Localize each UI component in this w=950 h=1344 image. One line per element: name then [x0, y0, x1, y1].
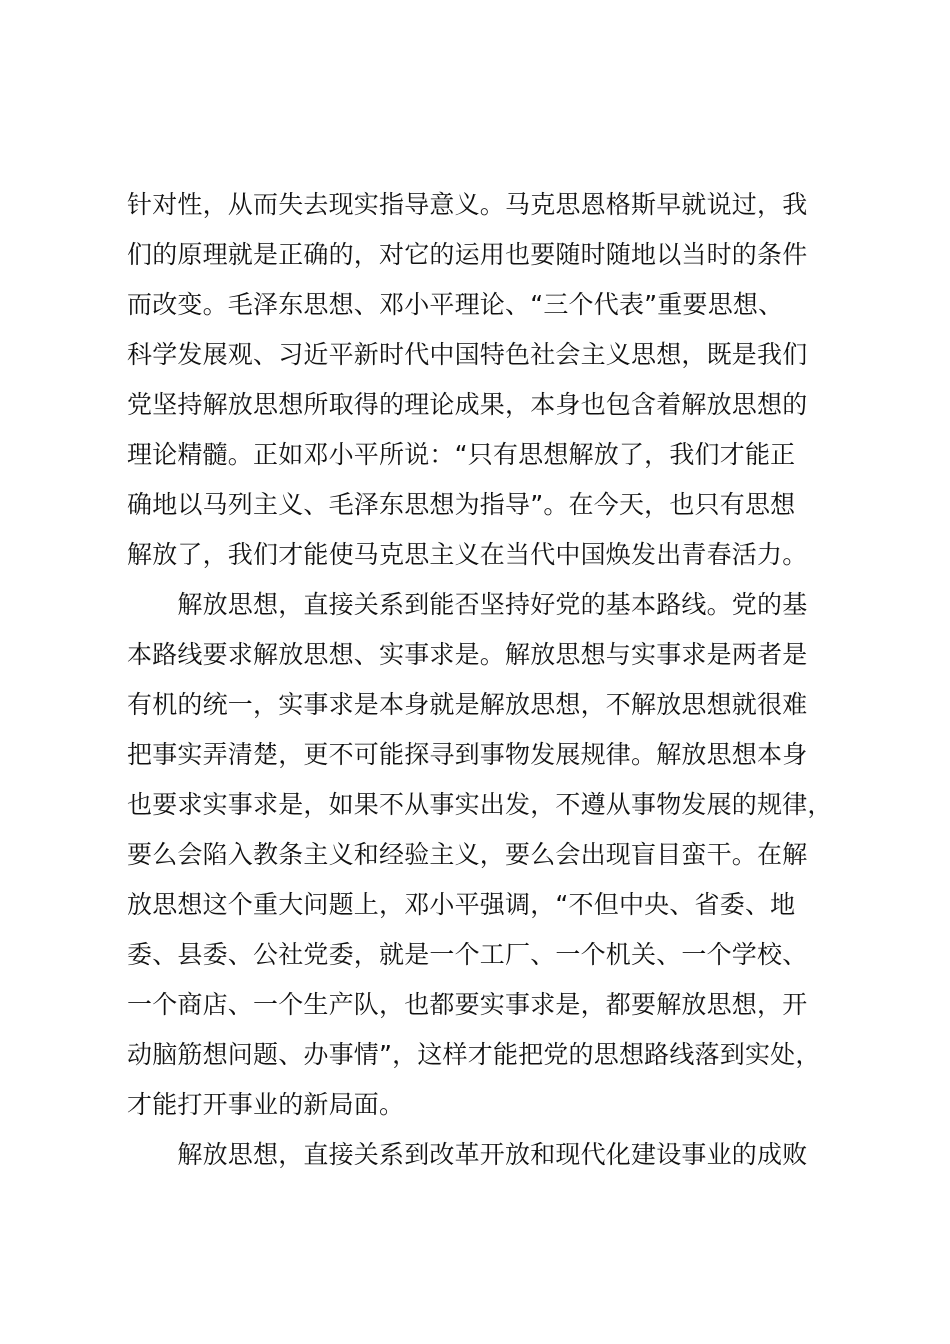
text-line: 党坚持解放思想所取得的理论成果，本身也包含着解放思想的: [127, 390, 808, 419]
text-line: 而改变。毛泽东思想、邓小平理论、“三个代表”重要思想、: [127, 290, 784, 319]
text-line: 一个商店、一个生产队，也都要实事求是，都要解放思想，开: [127, 990, 808, 1019]
text-line: 动脑筋想问题、办事情”，这样才能把党的思想路线落到实处，: [127, 1040, 821, 1069]
text-line: 委、县委、公社党委，就是一个工厂、一个机关、一个学校、: [127, 940, 808, 969]
text-line: 放思想这个重大问题上，邓小平强调，“不但中央、省委、地: [127, 890, 796, 919]
text-line: 们的原理就是正确的，对它的运用也要随时随地以当时的条件: [127, 240, 808, 269]
text-line: 针对性，从而失去现实指导意义。马克思恩格斯早就说过，我: [127, 190, 808, 219]
paragraph-first-line: 解放思想，直接关系到能否坚持好党的基本路线。党的基: [127, 590, 808, 619]
paragraph-first-line: 解放思想，直接关系到改革开放和现代化建设事业的成败: [127, 1140, 808, 1169]
text-line: 确地以马列主义、毛泽东思想为指导”。在今天，也只有思想: [127, 490, 796, 519]
text-line: 也要求实事求是，如果不从事实出发，不遵从事物发展的规律，: [127, 790, 833, 819]
text-line: 解放了，我们才能使马克思主义在当代中国焕发出青春活力。: [127, 540, 808, 569]
text-line: 有机的统一，实事求是本身就是解放思想，不解放思想就很难: [127, 690, 808, 719]
text-line: 本路线要求解放思想、实事求是。解放思想与实事求是两者是: [127, 640, 808, 669]
text-line: 科学发展观、习近平新时代中国特色社会主义思想，既是我们: [127, 340, 808, 369]
text-line: 要么会陷入教条主义和经验主义，要么会出现盲目蛮干。在解: [127, 840, 808, 869]
text-line: 才能打开事业的新局面。: [127, 1090, 405, 1119]
text-line: 把事实弄清楚，更不可能探寻到事物发展规律。解放思想本身: [127, 740, 808, 769]
text-line: 理论精髓。正如邓小平所说：“只有思想解放了，我们才能正: [127, 440, 796, 469]
